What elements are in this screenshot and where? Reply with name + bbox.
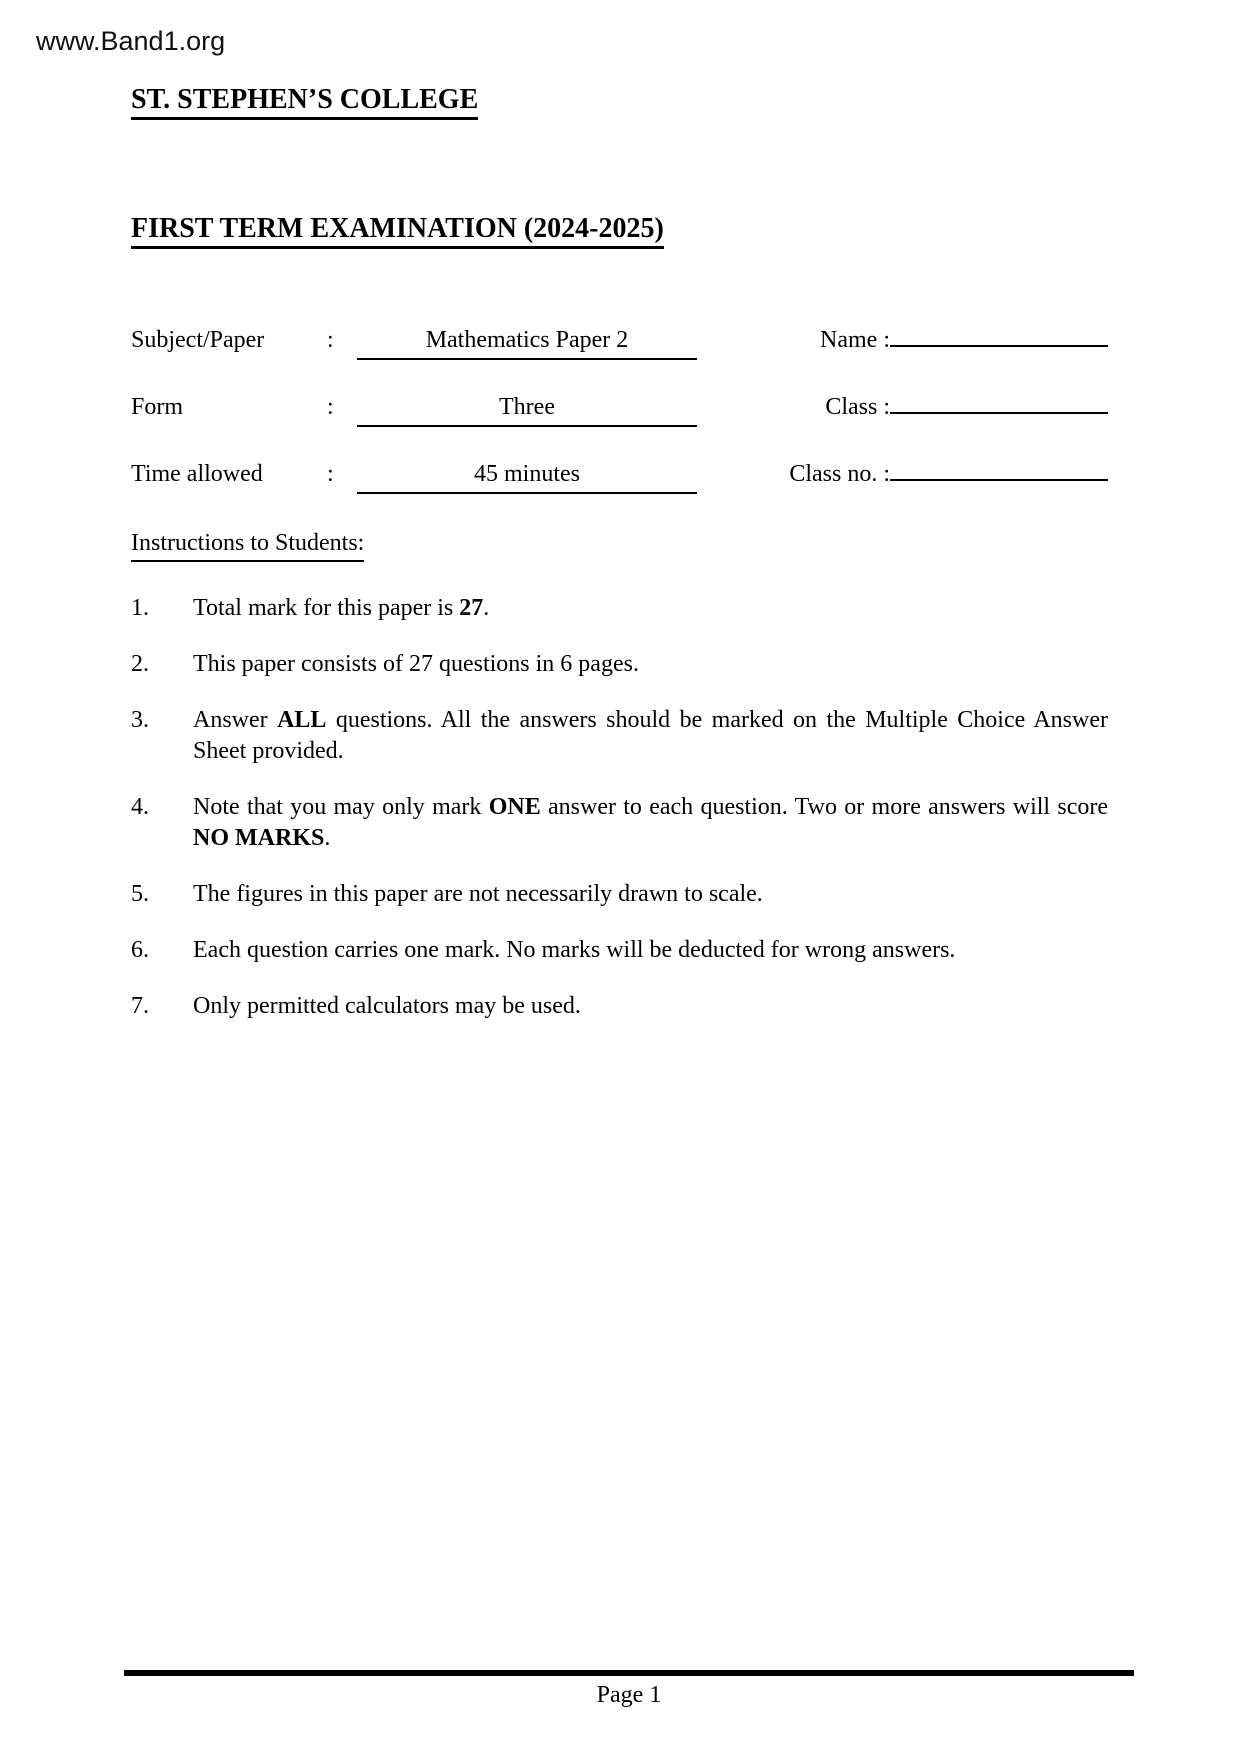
instruction-number: 5. <box>131 881 149 907</box>
site-watermark: www.Band1.org <box>36 26 226 56</box>
form-colon: : <box>327 394 334 420</box>
school-name-text: ST. STEPHEN’S COLLEGE <box>131 84 478 120</box>
form-label: Form <box>131 394 184 420</box>
instruction-text: Answer ALL questions. All the answers should be marked on the Multiple Choice Answer Sheet provided. <box>193 707 1108 764</box>
instruction-item-2 <box>131 649 1108 680</box>
instructions-list <box>131 593 1108 1022</box>
footer-rule <box>124 1670 1134 1676</box>
instruction-text: Total mark for this paper is 27. <box>193 595 490 621</box>
exam-title-heading <box>131 213 1108 249</box>
field-row-subject <box>131 325 1108 360</box>
exam-title-text: FIRST TERM EXAMINATION (2024-2025) <box>131 213 664 249</box>
instruction-text: The figures in this paper are not necessarily drawn to scale. <box>193 881 763 907</box>
instruction-item-6 <box>131 935 1108 966</box>
class-no-blank-line <box>890 479 1108 481</box>
exam-info-section <box>131 325 1108 494</box>
instruction-number: 6. <box>131 937 149 963</box>
field-row-time <box>131 459 1108 494</box>
form-value: Three <box>357 392 697 427</box>
time-allowed-label: Time allowed <box>131 461 263 487</box>
page-number: Page 1 <box>596 1682 662 1708</box>
school-name-heading <box>131 84 1108 120</box>
instruction-number: 2. <box>131 651 149 677</box>
instruction-item-5 <box>131 879 1108 910</box>
time-allowed-colon: : <box>327 461 334 487</box>
instruction-item-4 <box>131 792 1108 854</box>
subject-paper-value: Mathematics Paper 2 <box>357 325 697 360</box>
instruction-number: 1. <box>131 595 149 621</box>
time-allowed-value: 45 minutes <box>357 459 697 494</box>
instruction-item-3 <box>131 705 1108 767</box>
instruction-item-7 <box>131 991 1108 1022</box>
instruction-number: 3. <box>131 707 149 733</box>
instruction-text: Each question carries one mark. No marks will be deducted for wrong answers. <box>193 937 956 963</box>
class-label: Class : <box>825 394 890 420</box>
instruction-text: This paper consists of 27 questions in 6 pages. <box>193 651 639 677</box>
field-row-form <box>131 392 1108 427</box>
instructions-heading <box>131 528 1108 562</box>
instruction-number: 4. <box>131 794 149 820</box>
class-no-label: Class no. : <box>789 461 890 487</box>
subject-paper-colon: : <box>327 327 334 353</box>
instructions-heading-text: Instructions to Students: <box>131 528 364 562</box>
instruction-text: Only permitted calculators may be used. <box>193 993 581 1019</box>
name-blank-line <box>890 345 1108 347</box>
class-blank-line <box>890 412 1108 414</box>
instruction-number: 7. <box>131 993 149 1019</box>
instruction-item-1 <box>131 593 1108 624</box>
name-label: Name : <box>820 327 890 353</box>
instruction-text: Note that you may only mark ONE answer to each question. Two or more answers will score NO MARKS. <box>193 794 1108 851</box>
subject-paper-label: Subject/Paper <box>131 327 265 353</box>
document-body <box>131 0 1108 1047</box>
